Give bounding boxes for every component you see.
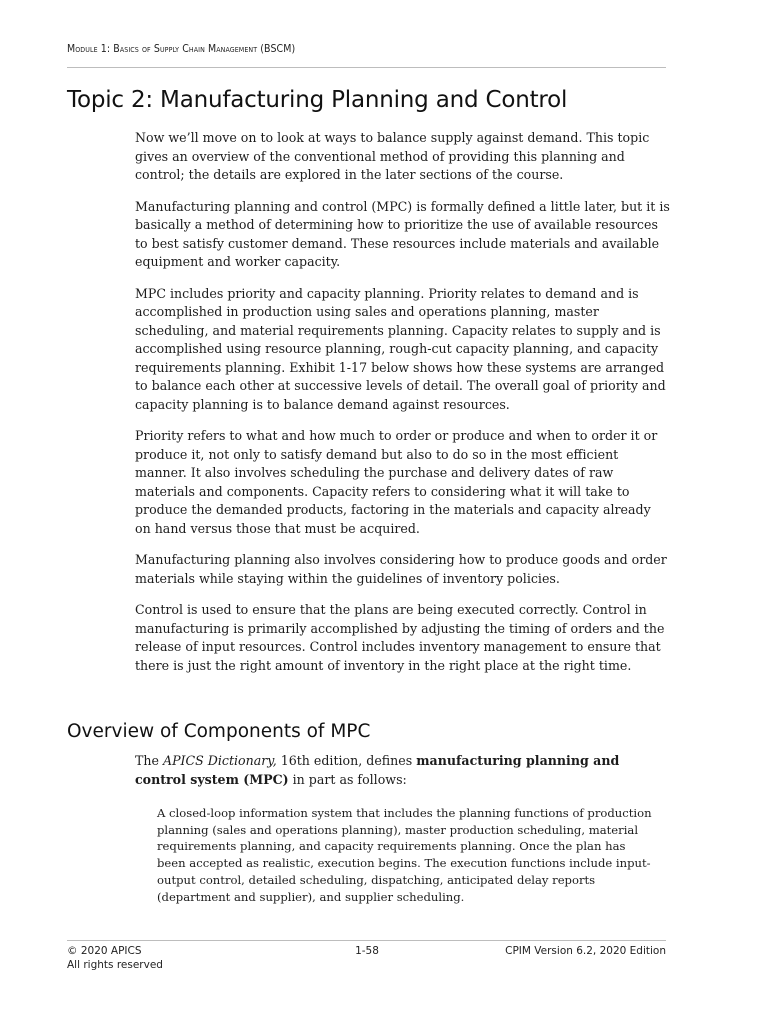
topic-title: Topic 2: Manufacturing Planning and Control xyxy=(67,87,568,113)
copyright-text: © 2020 APICS xyxy=(67,945,142,957)
rights-text: All rights reserved xyxy=(67,959,163,971)
definition-intro xyxy=(135,752,670,789)
footer-divider xyxy=(67,940,666,941)
topic-body xyxy=(135,129,670,688)
intro-suffix: in part as follows: xyxy=(288,771,407,787)
defined-term: manufacturing planning and control system (MPC) xyxy=(135,753,620,787)
intro-middle: 16th edition, defines xyxy=(276,753,417,768)
page-number: 1-58 xyxy=(355,945,379,957)
intro-prefix: The xyxy=(135,753,163,768)
header-divider xyxy=(67,67,666,68)
definition-quote: A closed-loop information system that includes the planning functions of production planning (sales and operations planning), master production scheduling, material requirements planning, and capacity requirements planning. Once the plan has been accepted as realistic, execution begins. The execution functions include input-output control, detailed scheduling, dispatching, anticipated delay reports (department and supplier), and supplier scheduling. xyxy=(157,806,652,904)
section-title: Overview of Components of MPC xyxy=(67,721,371,742)
edition-label: CPIM Version 6.2, 2020 Edition xyxy=(505,945,666,957)
body-paragraph: Now we’ll move on to look at ways to balance supply against demand. This topic gives an overview of the conventional method of providing this planning and control; the details are explored in the later sections of the course. xyxy=(135,130,650,182)
body-paragraph: Manufacturing planning also involves considering how to produce goods and order materials while staying within the guidelines of inventory policies. xyxy=(135,552,667,586)
body-paragraph: Manufacturing planning and control (MPC) is formally defined a little later, but it is basically a method of determining how to prioritize the use of available resources to best satisfy customer demand. These resources include materials and available equipment and worker capacity. xyxy=(135,198,670,269)
body-paragraph: Priority refers to what and how much to order or produce and when to order it or produce it, not only to satisfy demand but also to do so in the most efficient manner. It also involves scheduling the purchase and delivery dates of raw materials and components. Capacity refers to considering what it will take to produce the demanded products, factoring in the materials and capacity already on hand versus those that must be acquired. xyxy=(135,428,658,536)
dictionary-title: APICS Dictionary, xyxy=(162,753,277,768)
body-paragraph: Control is used to ensure that the plans are being executed correctly. Control in manufacturing is primarily accomplished by adjusting the timing of orders and the release of input resources. Control includes inventory management to ensure that there is just the right amount of inventory in the right place at the right time. xyxy=(135,602,665,673)
running-header: Module 1: Basics of Supply Chain Management (BSCM) xyxy=(67,43,296,55)
body-paragraph: MPC includes priority and capacity planning. Priority relates to demand and is accomplished in production using sales and operations planning, master scheduling, and material requirements planning. Capacity relates to supply and is accomplished using resource planning, rough-cut capacity planning, and capacity requirements planning. Exhibit 1-17 below shows how these systems are arranged to balance each other at successive levels of detail. The overall goal of priority and capacity planning is to balance demand against resources. xyxy=(135,285,666,412)
